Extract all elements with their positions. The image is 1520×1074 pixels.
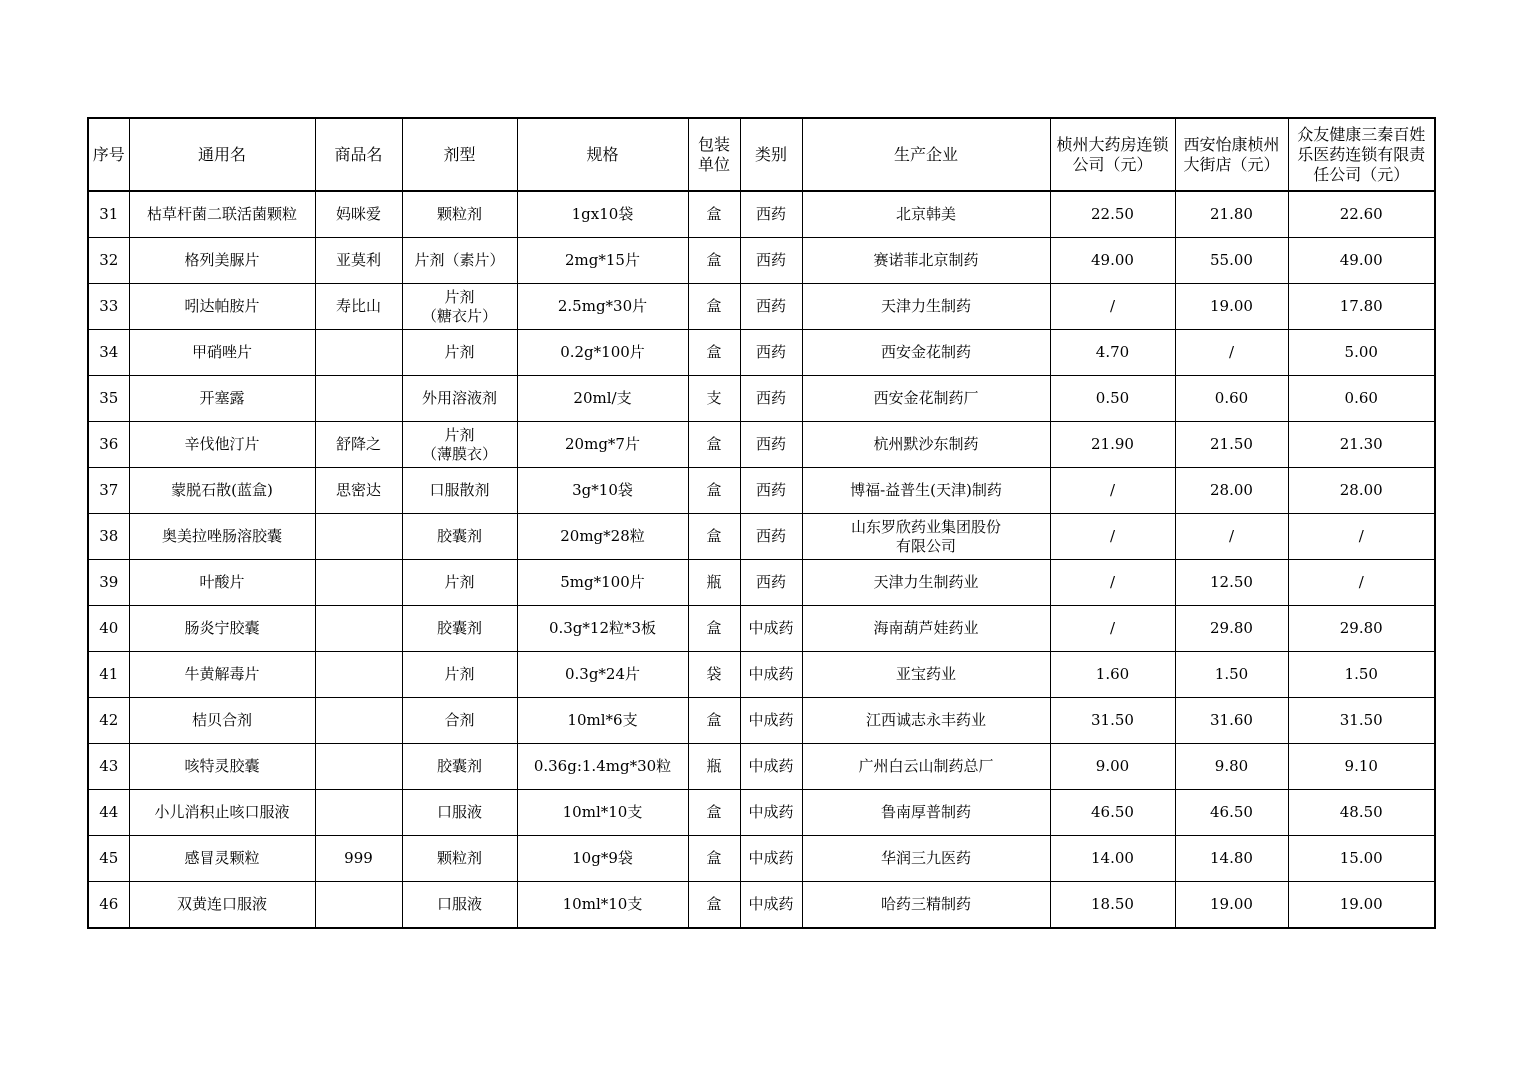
cell-spec: 10ml*10支 [517, 790, 688, 836]
header-unit [688, 118, 740, 191]
cell-generic-name: 甲硝唑片 [129, 330, 315, 376]
cell-manufacturer: 杭州默沙东制药 [802, 422, 1050, 468]
cell-trade-name: 999 [315, 836, 402, 882]
cell-trade-name [315, 560, 402, 606]
cell-price-store1: 22.50 [1050, 191, 1175, 238]
cell-price-store3: 0.60 [1288, 376, 1435, 422]
header-unit-line1: 包装 [697, 134, 730, 154]
cell-category: 西药 [740, 376, 802, 422]
cell-unit: 瓶 [688, 560, 740, 606]
cell-spec: 20mg*7片 [517, 422, 688, 468]
cell-price-store3: 15.00 [1288, 836, 1435, 882]
cell-price-store3: 49.00 [1288, 238, 1435, 284]
cell-spec: 1gx10袋 [517, 191, 688, 238]
cell-generic-name: 感冒灵颗粒 [129, 836, 315, 882]
cell-dosage-form [402, 284, 517, 330]
cell-manufacturer: 哈药三精制药 [802, 882, 1050, 929]
cell-category: 中成药 [740, 790, 802, 836]
cell-category: 西药 [740, 422, 802, 468]
cell-seq: 34 [88, 330, 129, 376]
table-row [88, 560, 1435, 606]
cell-spec: 0.3g*24片 [517, 652, 688, 698]
table-row [88, 191, 1435, 238]
table-row [88, 790, 1435, 836]
cell-seq: 41 [88, 652, 129, 698]
table-row [88, 514, 1435, 560]
cell-manufacturer-line2: 有限公司 [895, 536, 956, 555]
cell-manufacturer: 江西诚志永丰药业 [802, 698, 1050, 744]
cell-spec: 0.2g*100片 [517, 330, 688, 376]
cell-price-store3: 48.50 [1288, 790, 1435, 836]
table-row [88, 376, 1435, 422]
cell-unit: 盒 [688, 882, 740, 929]
cell-category: 西药 [740, 330, 802, 376]
cell-generic-name: 奥美拉唑肠溶胶囊 [129, 514, 315, 560]
cell-trade-name [315, 744, 402, 790]
cell-generic-name: 桔贝合剂 [129, 698, 315, 744]
cell-unit: 盒 [688, 836, 740, 882]
cell-dosage-form-line1: 片剂 [444, 425, 475, 444]
cell-category: 中成药 [740, 652, 802, 698]
cell-dosage-form: 口服液 [402, 790, 517, 836]
cell-trade-name [315, 652, 402, 698]
cell-spec: 10ml*6支 [517, 698, 688, 744]
table-row [88, 882, 1435, 929]
cell-manufacturer: 华润三九医药 [802, 836, 1050, 882]
cell-trade-name [315, 330, 402, 376]
cell-trade-name [315, 882, 402, 929]
cell-unit: 盒 [688, 698, 740, 744]
cell-category: 中成药 [740, 882, 802, 929]
cell-price-store3: / [1288, 514, 1435, 560]
cell-price-store1: 1.60 [1050, 652, 1175, 698]
cell-unit: 盒 [688, 422, 740, 468]
cell-trade-name: 舒降之 [315, 422, 402, 468]
cell-price-store1: 31.50 [1050, 698, 1175, 744]
cell-unit: 盒 [688, 790, 740, 836]
table-row [88, 744, 1435, 790]
header-store3-line2: 乐医药连锁有限责 [1297, 144, 1426, 164]
cell-price-store1: 49.00 [1050, 238, 1175, 284]
cell-dosage-form-line2: （薄膜衣） [421, 444, 497, 463]
cell-price-store1: 9.00 [1050, 744, 1175, 790]
cell-price-store1: 4.70 [1050, 330, 1175, 376]
cell-dosage-form: 口服散剂 [402, 468, 517, 514]
cell-generic-name: 开塞露 [129, 376, 315, 422]
cell-spec: 10g*9袋 [517, 836, 688, 882]
cell-price-store2: 19.00 [1175, 882, 1288, 929]
cell-price-store3: 5.00 [1288, 330, 1435, 376]
cell-dosage-form: 胶囊剂 [402, 514, 517, 560]
cell-dosage-form: 颗粒剂 [402, 191, 517, 238]
cell-price-store1: 21.90 [1050, 422, 1175, 468]
cell-price-store2: 19.00 [1175, 284, 1288, 330]
cell-dosage-form [402, 422, 517, 468]
cell-seq: 35 [88, 376, 129, 422]
cell-price-store2: 55.00 [1175, 238, 1288, 284]
cell-trade-name: 思密达 [315, 468, 402, 514]
cell-price-store2: 29.80 [1175, 606, 1288, 652]
cell-seq: 45 [88, 836, 129, 882]
cell-seq: 46 [88, 882, 129, 929]
cell-price-store1: 14.00 [1050, 836, 1175, 882]
cell-price-store2: 9.80 [1175, 744, 1288, 790]
cell-price-store1: / [1050, 606, 1175, 652]
table-row [88, 238, 1435, 284]
cell-category: 中成药 [740, 836, 802, 882]
cell-trade-name [315, 514, 402, 560]
header-category: 类别 [740, 118, 802, 191]
cell-generic-name: 双黄连口服液 [129, 882, 315, 929]
header-store2-line1: 西安怡康桢州 [1183, 134, 1280, 154]
cell-generic-name: 小儿消积止咳口服液 [129, 790, 315, 836]
cell-price-store2: 28.00 [1175, 468, 1288, 514]
cell-price-store1: 18.50 [1050, 882, 1175, 929]
table-row [88, 284, 1435, 330]
cell-seq: 42 [88, 698, 129, 744]
cell-manufacturer: 广州白云山制药总厂 [802, 744, 1050, 790]
cell-price-store1: 0.50 [1050, 376, 1175, 422]
cell-price-store1: / [1050, 468, 1175, 514]
cell-dosage-form: 片剂 [402, 652, 517, 698]
header-seq: 序号 [88, 118, 129, 191]
cell-price-store2: 1.50 [1175, 652, 1288, 698]
cell-generic-name: 叶酸片 [129, 560, 315, 606]
header-store3-line3: 任公司（元） [1313, 164, 1410, 184]
cell-price-store3: 31.50 [1288, 698, 1435, 744]
cell-dosage-form: 片剂 [402, 330, 517, 376]
cell-manufacturer: 海南葫芦娃药业 [802, 606, 1050, 652]
cell-price-store2: 12.50 [1175, 560, 1288, 606]
cell-manufacturer: 鲁南厚普制药 [802, 790, 1050, 836]
cell-manufacturer-line1: 山东罗欣药业集团股份 [850, 517, 1001, 536]
cell-unit: 盒 [688, 330, 740, 376]
table-header-row [88, 118, 1435, 191]
cell-manufacturer: 亚宝药业 [802, 652, 1050, 698]
cell-price-store3: 9.10 [1288, 744, 1435, 790]
cell-seq: 36 [88, 422, 129, 468]
table-row [88, 468, 1435, 514]
cell-spec: 0.3g*12粒*3板 [517, 606, 688, 652]
cell-dosage-form: 颗粒剂 [402, 836, 517, 882]
header-manufacturer: 生产企业 [802, 118, 1050, 191]
table-row [88, 330, 1435, 376]
cell-category: 西药 [740, 191, 802, 238]
cell-manufacturer: 西安金花制药 [802, 330, 1050, 376]
cell-trade-name: 寿比山 [315, 284, 402, 330]
header-store3-line1: 众友健康三秦百姓 [1297, 124, 1426, 144]
cell-price-store2: 46.50 [1175, 790, 1288, 836]
cell-seq: 32 [88, 238, 129, 284]
cell-unit: 盒 [688, 606, 740, 652]
table-row [88, 606, 1435, 652]
header-dosage-form: 剂型 [402, 118, 517, 191]
cell-price-store3: 22.60 [1288, 191, 1435, 238]
cell-generic-name: 枯草杆菌二联活菌颗粒 [129, 191, 315, 238]
cell-trade-name [315, 606, 402, 652]
cell-unit: 支 [688, 376, 740, 422]
cell-price-store3: 28.00 [1288, 468, 1435, 514]
cell-spec: 2mg*15片 [517, 238, 688, 284]
cell-price-store2: / [1175, 514, 1288, 560]
cell-price-store2: 14.80 [1175, 836, 1288, 882]
cell-manufacturer: 赛诺菲北京制药 [802, 238, 1050, 284]
cell-trade-name [315, 698, 402, 744]
cell-price-store3: 1.50 [1288, 652, 1435, 698]
cell-spec: 10ml*10支 [517, 882, 688, 929]
cell-spec: 3g*10袋 [517, 468, 688, 514]
cell-unit: 盒 [688, 284, 740, 330]
cell-generic-name: 咳特灵胶囊 [129, 744, 315, 790]
cell-dosage-form: 片剂 [402, 560, 517, 606]
table-row [88, 422, 1435, 468]
cell-seq: 38 [88, 514, 129, 560]
cell-price-store3: 17.80 [1288, 284, 1435, 330]
cell-manufacturer: 西安金花制药厂 [802, 376, 1050, 422]
header-store1 [1050, 118, 1175, 191]
cell-category: 西药 [740, 238, 802, 284]
header-store1-line2: 公司（元） [1072, 154, 1153, 174]
cell-manufacturer: 天津力生制药业 [802, 560, 1050, 606]
cell-spec: 5mg*100片 [517, 560, 688, 606]
cell-unit: 盒 [688, 514, 740, 560]
cell-category: 中成药 [740, 698, 802, 744]
cell-category: 西药 [740, 514, 802, 560]
cell-price-store1: / [1050, 514, 1175, 560]
header-store3 [1288, 118, 1435, 191]
cell-dosage-form: 胶囊剂 [402, 744, 517, 790]
cell-manufacturer [802, 514, 1050, 560]
cell-trade-name: 妈咪爱 [315, 191, 402, 238]
header-store2-line2: 大街店（元） [1183, 154, 1280, 174]
cell-price-store3: 29.80 [1288, 606, 1435, 652]
cell-price-store2: 21.80 [1175, 191, 1288, 238]
cell-trade-name: 亚莫利 [315, 238, 402, 284]
cell-generic-name: 肠炎宁胶囊 [129, 606, 315, 652]
cell-price-store2: 0.60 [1175, 376, 1288, 422]
cell-trade-name [315, 790, 402, 836]
cell-unit: 盒 [688, 238, 740, 284]
cell-price-store2: / [1175, 330, 1288, 376]
cell-spec: 2.5mg*30片 [517, 284, 688, 330]
cell-generic-name: 蒙脱石散(蓝盒) [129, 468, 315, 514]
cell-spec: 20mg*28粒 [517, 514, 688, 560]
cell-trade-name [315, 376, 402, 422]
cell-price-store3: / [1288, 560, 1435, 606]
header-generic-name: 通用名 [129, 118, 315, 191]
cell-unit: 盒 [688, 468, 740, 514]
cell-generic-name: 格列美脲片 [129, 238, 315, 284]
header-trade-name: 商品名 [315, 118, 402, 191]
cell-unit: 盒 [688, 191, 740, 238]
cell-price-store2: 21.50 [1175, 422, 1288, 468]
cell-dosage-form-line2: （糖衣片） [421, 306, 497, 325]
cell-category: 西药 [740, 560, 802, 606]
cell-price-store1: / [1050, 560, 1175, 606]
cell-seq: 43 [88, 744, 129, 790]
cell-category: 西药 [740, 468, 802, 514]
cell-category: 中成药 [740, 744, 802, 790]
table-row [88, 698, 1435, 744]
cell-dosage-form: 合剂 [402, 698, 517, 744]
table-row [88, 652, 1435, 698]
cell-seq: 44 [88, 790, 129, 836]
cell-generic-name: 吲达帕胺片 [129, 284, 315, 330]
cell-price-store3: 21.30 [1288, 422, 1435, 468]
cell-category: 中成药 [740, 606, 802, 652]
drug-price-table [87, 117, 1436, 929]
cell-dosage-form: 片剂（素片） [402, 238, 517, 284]
cell-price-store1: / [1050, 284, 1175, 330]
header-store2 [1175, 118, 1288, 191]
cell-price-store2: 31.60 [1175, 698, 1288, 744]
header-store1-line1: 桢州大药房连锁 [1056, 134, 1169, 154]
cell-manufacturer: 博福-益普生(天津)制药 [802, 468, 1050, 514]
cell-price-store1: 46.50 [1050, 790, 1175, 836]
cell-dosage-form: 口服液 [402, 882, 517, 929]
header-spec: 规格 [517, 118, 688, 191]
cell-generic-name: 辛伐他汀片 [129, 422, 315, 468]
cell-price-store3: 19.00 [1288, 882, 1435, 929]
cell-manufacturer: 北京韩美 [802, 191, 1050, 238]
cell-seq: 39 [88, 560, 129, 606]
cell-category: 西药 [740, 284, 802, 330]
cell-unit: 瓶 [688, 744, 740, 790]
cell-unit: 袋 [688, 652, 740, 698]
cell-seq: 37 [88, 468, 129, 514]
cell-spec: 0.36g:1.4mg*30粒 [517, 744, 688, 790]
cell-spec: 20ml/支 [517, 376, 688, 422]
cell-dosage-form: 胶囊剂 [402, 606, 517, 652]
cell-manufacturer: 天津力生制药 [802, 284, 1050, 330]
cell-dosage-form-line1: 片剂 [444, 287, 475, 306]
table-row [88, 836, 1435, 882]
cell-seq: 33 [88, 284, 129, 330]
cell-generic-name: 牛黄解毒片 [129, 652, 315, 698]
cell-dosage-form: 外用溶液剂 [402, 376, 517, 422]
header-unit-line2: 单位 [697, 154, 730, 174]
cell-seq: 31 [88, 191, 129, 238]
cell-seq: 40 [88, 606, 129, 652]
